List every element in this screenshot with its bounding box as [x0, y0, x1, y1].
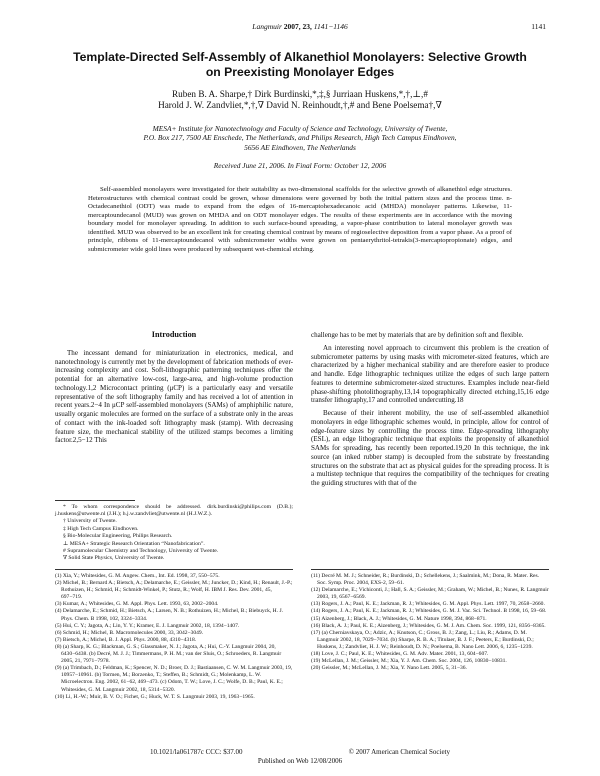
reference-item: (4) Delamarche, E.; Schmid, H.; Bietsch, A.; Larsen, N. B.; Rothuizen, H.; Michel, B.; Biebuyck, H. J. Phys. Chem. B 1998, 102, 3324−3334.: [55, 608, 283, 622]
right-paragraph-1: challenge has to be met by materials that are by definition soft and flexible.: [311, 331, 524, 339]
reference-item: (15) Aizenberg, J.; Black, A. J.; Whitesides, G. M. Nature 1998, 394, 868−871.: [311, 615, 487, 622]
footnote: ⊥ MESA+ Strategic Research Orientation “Nanofabrication”.: [63, 540, 205, 547]
author-line-2: Harold J. W. Zandvliet,*,†,∇ David N. Reinhoudt,†,# and Bene Poelsema†,∇: [158, 100, 442, 110]
author-list: [70, 89, 530, 111]
footnote: ∇ Solid State Physics, University of Twente.: [63, 555, 165, 562]
reference-item: (18) Love, J. C.; Paul, K. E.; Whitesides, G. M. Adv. Mater. 2001, 13, 604−607.: [311, 651, 489, 658]
right-paragraph-2: An interesting novel approach to circumvent this problem is the creation of submicrometer patterns by using masks with micrometer-sized features, which are characterized by a higher mechanical stability and are therefore easier to produce and handle. Edge lithographic techniques utilize the edges of such large pattern features to determine submicrometer-sized structures. Examples include near-field phase-shifting photolithography,13,14 topographically directed etching,15,16 edge transfer lithography,17 and controlled undercutting.18: [311, 343, 549, 405]
intro-paragraph-1: The incessant demand for miniaturization in electronics, medical, and nanotechnology is currently met by the development of fabrication methods of ever-increasing complexity and cost. Soft-lithographic patterning techniques offer the potential for an alternative low-cost, large-area, and high-volume production technology.1,2 Microcontact printing (μCP) is a particularly easy and versatile representative of the soft lithography family and has received a lot of attention in recent years.2−4 In μCP self-assembled monolayers (SAMs) of amphiphilic nature, usually organic molecules are formed on the surface of a substrate only in the areas of contact with the ink-loaded soft lithography mask (stamp). With decreasing feature size, the mechanical stability of the utilized stamps becomes a limiting factor.2,5−12 This: [55, 348, 293, 445]
references-right: [311, 573, 549, 672]
abstract-text: Self-assembled monolayers were investigated for their suitability as two-dimensional scaffolds for the selective growth of alkanethiol edge structures. Heterostructures with chemical contrast could be grown, whose dimensions were governed by both the initial pattern sizes and the process time. n-Octadecanethiol (ODT) was made to expand from the edges of 16-mercaptohexadecanoic acid (MHDA) monolayer patterns. Likewise, 11-mercaptoundecanol (MUD) was grown on MHDA and on ODT monolayer edges. The results of these experiments are in accordance with the moving boundary model for monolayer spreading. In addition to such surface-bound spreading, a vapor-phase contribution to lateral monolayer growth was identified. MUD was observed to be an excellent ink for creating chemical contrast by means of regioselective deposition from a vapor phase. As a proof of principle, ribbons of 11-mercaptoundecanol with submicrometer widths were grown on pentaerythritol-tetrakis(3-mercaptopropionate) edges, and submicrometer wide gold lines were produced by subsequent wet-chemical etching.: [88, 186, 512, 253]
references-left: [55, 573, 293, 701]
reference-item: (19) McLellan, J. M.; Geissler, M.; Xia, Y. J. Am. Chem. Soc. 2004, 126, 10830−10831.: [311, 658, 507, 665]
references-divider-left: [55, 569, 293, 570]
article-title: Template-Directed Self-Assembly of Alkanethiol Monolayers: Selective Growth on Preexisting Monolayer Edges: [73, 50, 527, 79]
references-divider-right: [311, 569, 549, 570]
footnotes: [55, 504, 293, 563]
reference-item: (5) Hui, C. Y.; Jagota, A.; Lin, Y. Y.; Kramer, E. J. Langmuir 2002, 18, 1394−1407.: [55, 622, 240, 629]
reference-item: (16) Black, A. J.; Paul, K. E.; Aizenberg, J.; Whitesides, G. M. J. Am. Chem. Soc. 1999, 121, 8356−8365.: [311, 622, 546, 629]
reference-item: (7) Bietsch, A.; Michel, B. J. Appl. Phys. 2000, 88, 4310−4318.: [55, 636, 197, 643]
reference-item: (17) (a) Cherniavskaya, O.; Adzic, A.; Knutson, C.; Gross, B. J.; Zang, L.; Liu, R.; Adams, D. M. Langmuir 2002, 18, 7029−7034. (b) Sharpe, R. B. A.; Titulaer, B. J. F.; Peeters, E.; Burdinski, D.; Huskens, J.; Zandvliet, H. J. W.; Reinhoudt, D. N.; Poelsema, B. Nano Lett. 2006, 6, 1235−1239.: [311, 629, 534, 650]
reference-item: (12) Delamarche, E.; Vichiconti, J.; Hall, S. A.; Geissler, M.; Graham, W.; Michel, B.; Nunes, R. Langmuir 2003, 19, 6567−6569.: [311, 587, 549, 601]
running-header: [0, 22, 600, 34]
affiliation-line-2: P.O. Box 217, 7500 AE Enschede, The Netherlands, and Philips Research, High Tech Campus Eindhoven,: [143, 133, 457, 143]
affiliation-line-1: MESA+ Institute for Nanotechnology and Faculty of Science and Technology, University of Twente,: [152, 124, 448, 133]
reference-item: (2) Michel, B.; Bernard A.; Bietsch, A.; Delamarche, E.; Geissler, M.; Juncker, D.; Kind, H.; Renault, J.-P.; Rothuizen, H.; Schmid, H.; Schmidt-Winkel, P.; Stutz, R.; Wolf, H. IBM J. Res. Dev. 2001, 45, 697−719.: [55, 580, 293, 601]
reference-item: (13) Rogers, J. A.; Paul, K. E.; Jackman, R. J.; Whitesides, G. M. Appl. Phys. Lett. 1997, 70, 2658−2660.: [311, 601, 545, 608]
left-column: [55, 331, 293, 449]
footnote: # Supramolecular Chemistry and Technology, University of Twente.: [63, 548, 219, 555]
doi-line: 10.1021/la061787c CCC: $37.00: [150, 748, 243, 756]
author-line-1: Ruben B. A. Sharpe,† Dirk Burdinski,*,‡,§ Jurriaan Huskens,*,†,⊥,#: [172, 89, 428, 99]
reference-item: (11) Decré M. M. J.; Schneider, R.; Burdinski, D.; Schellekens, J.; Saalmink, M.; Dona, R. Mater. Res. Soc. Symp. Proc. 2004, EXS-2, 59−61.: [311, 573, 540, 587]
received-dates: Received June 21, 2006. In Final Form: October 12, 2006: [213, 161, 387, 170]
publication-date: Published on Web 12/08/2006: [257, 757, 343, 765]
footnote-divider: [55, 500, 135, 501]
reference-item: (9) (a) Trimbach, D.; Feldman, K.; Spencer, N. D.; Broer, D. J.; Bastiaansen, C. W. M. Langmuir 2003, 19, 10957−10961. (b) Tormen, M.; Borzenko, T.; Steffen, B.; Schmidt, G.; Molenkamp, L. W. Microelectron. Eng. 2002, 61−62, 469−473. (c) Odom, T. W.; Love, J. C.; Wolfe, D. B.; Paul, K. E.; Whitesides, G. M. Langmuir 2002, 18, 5314−5320.: [55, 665, 293, 693]
right-paragraph-3: Because of their inherent mobility, the use of self-assembled alkanethiol monolayers in edge lithographic schemes would, in principle, allow for control of edge-feature sizes by controlling the process time. Edge-spreading lithography (ESL), an edge lithographic technique that exploits the propensity of alkanethiol SAMs for spreading, has recently been reported.19,20 In this technique, the ink source (an inked rubber stamp) is decoupled from the substrate by freestanding structures on the substrate that act as physical guides for the spreading process. It is a multistep technique that requires the compatibility of the techniques for creating the guiding structures with that of the: [311, 409, 549, 487]
footnote: § Bio-Molecular Engineering, Philips Research.: [63, 533, 173, 540]
abstract: [88, 186, 512, 254]
reference-item: (10) Li, H.-W.; Muir, B. V. O.; Fichet, G.; Huck, W. T. S. Langmuir 2003, 19, 1963−1965.: [55, 693, 255, 700]
journal-citation: Langmuir 2007, 23, 1141−1146: [252, 22, 348, 31]
footnote: * To whom correspondence should be addressed. dirk.burdinski@philips.com (D.B.); j.huskens@utwente.nl (J.H.); h.j.w.zandvliet@utwente.nl (H.J.W.Z.).: [55, 504, 293, 518]
footnote: ‡ High Tech Campus Eindhoven.: [63, 525, 139, 532]
affiliation-line-3: 5656 AE Eindhoven, The Netherlands: [244, 142, 356, 152]
right-column: [311, 331, 549, 492]
reference-item: (3) Kumar, A.; Whitesides, G. M. Appl. Phys. Lett. 1993, 63, 2002−2004.: [55, 601, 219, 608]
affiliation: [80, 124, 520, 152]
reference-item: (8) (a) Sharp, K. G.; Blackman, G. S.; Glassmaker, N. J.; Jagota, A.; Hui, C.-Y. Langmuir 2004, 20, 6430−6438. (b) Decré, M. J. J.; Timmermans, P. H. M.; van der Sluis, O.; Schroeders, R. Langmuir 2005, 21, 7971−7978.: [55, 643, 282, 665]
reference-item: (14) Rogers, J. A.; Paul, K. E.; Jackman, R. J.; Whitesides, G. M. J. Vac. Sci. Technol. B 1998, 16, 59−68.: [311, 608, 547, 615]
section-heading: Introduction: [151, 330, 197, 339]
reference-item: (6) Schmid, H.; Michel, B. Macromolecules 2000, 33, 3042−3049.: [55, 629, 204, 636]
reference-item: (1) Xia, Y.; Whitesides, G. M. Angew. Chem., Int. Ed. 1998, 37, 550−575.: [55, 573, 220, 579]
reference-item: (20) Geissler, M.; McLellan, J. M.; Xia, Y. Nano Lett. 2005, 5, 31−36.: [311, 665, 467, 672]
footnote: † University of Twente.: [63, 518, 117, 525]
page-number: 1141: [531, 22, 546, 31]
copyright-line: © 2007 American Chemical Society: [348, 748, 450, 756]
